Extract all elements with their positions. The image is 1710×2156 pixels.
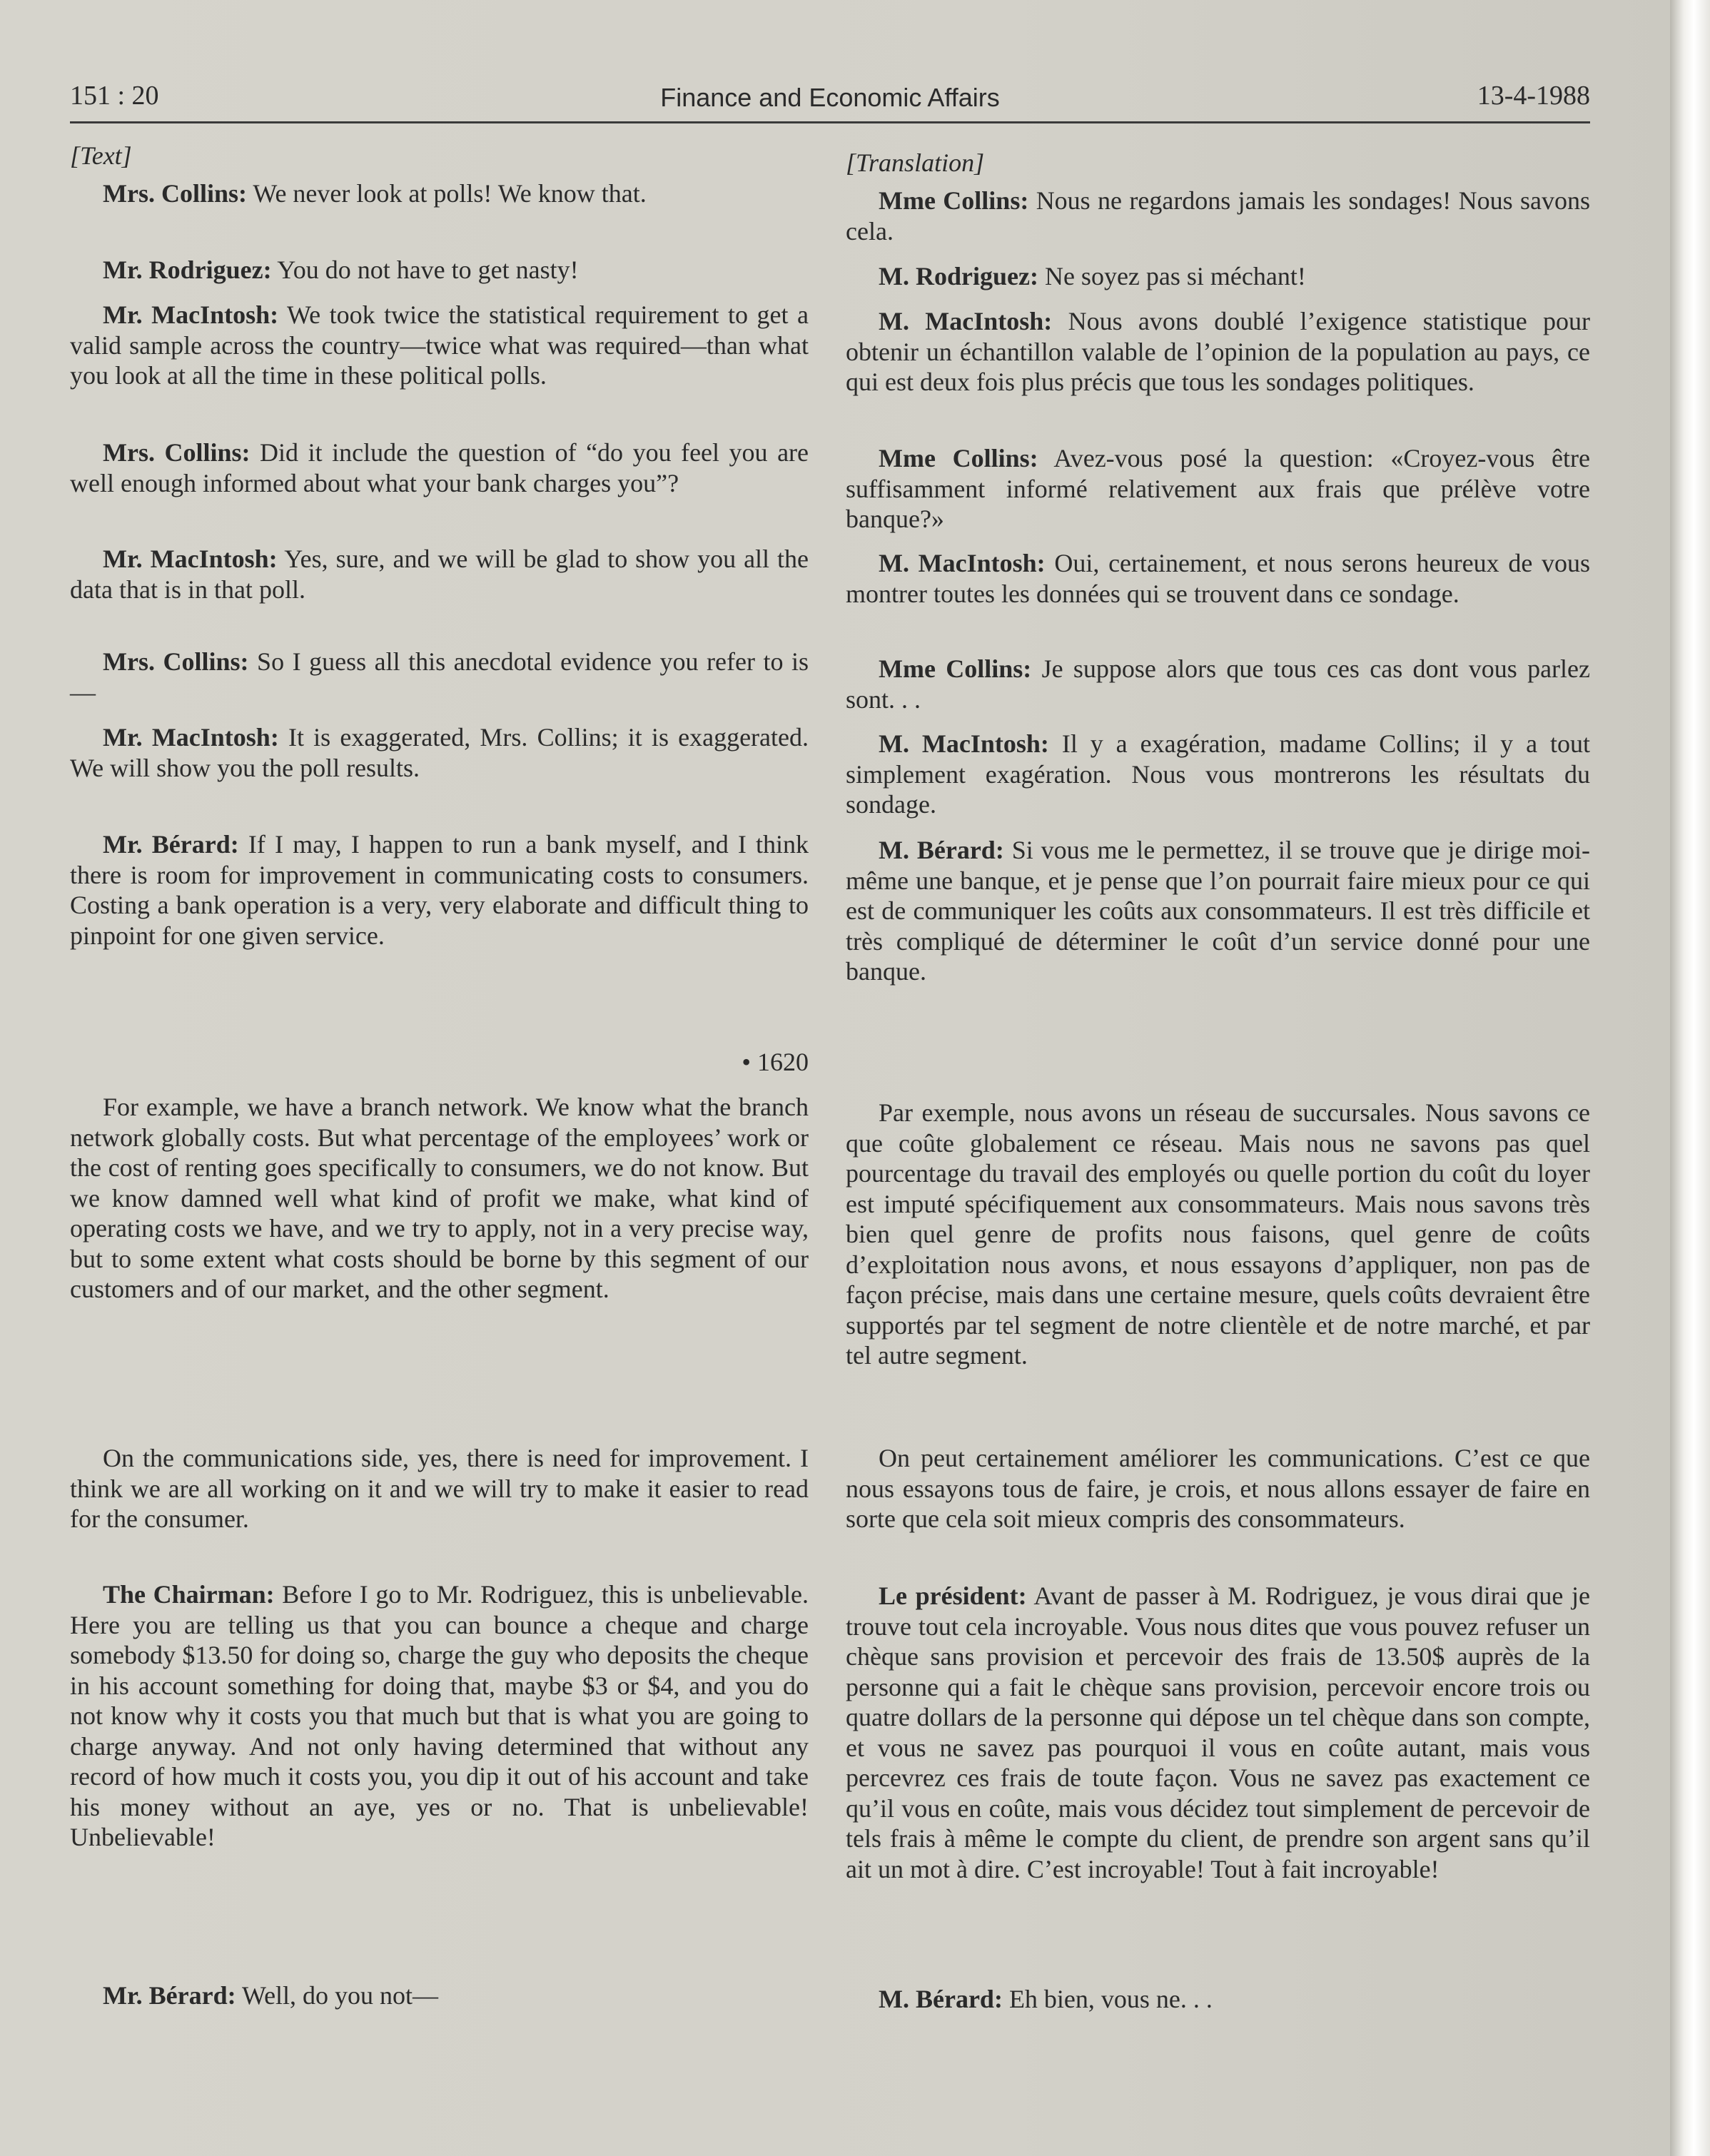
speaker: The Chairman: bbox=[103, 1580, 275, 1609]
speech: If I may, I happen to run a bank myself, and I think there is room for improvement in communicating costs to consumers. Costing a bank operation is a very, very elaborate and difficult thing to pinpoint for one given service. bbox=[70, 830, 809, 950]
speech: Si vous me le permettez, il se trouve que je dirige moi-même une banque, et je pense que l’on pourrait faire mieux pour ce qui est de communiquer les coûts aux consommateurs. Il est très difficile et très compliqué de déterminer le coût d’un service donné pour une banque. bbox=[846, 836, 1591, 986]
speech: Je suppose alors que tous ces cas dont vous parlez sont. . . bbox=[846, 654, 1591, 714]
speech: You do not have to get nasty! bbox=[277, 255, 579, 284]
column-label: [Text] bbox=[70, 141, 132, 170]
paragraph bbox=[70, 437, 809, 498]
speech: Well, do you not— bbox=[241, 1981, 439, 2010]
speaker: M. MacIntosh: bbox=[879, 549, 1046, 577]
paragraph bbox=[846, 1443, 1590, 1534]
paragraph bbox=[846, 729, 1590, 820]
speech: Did it include the question of “do you feel you are well enough informed about what your bank charges you”? bbox=[70, 438, 809, 497]
speech: Ne soyez pas si méchant! bbox=[1044, 262, 1306, 290]
page-number: 151 : 20 bbox=[70, 81, 159, 111]
column-label: [Translation] bbox=[846, 148, 985, 177]
speaker: Mme Collins: bbox=[879, 654, 1032, 683]
paragraph bbox=[846, 306, 1590, 398]
paragraph bbox=[70, 1579, 809, 1853]
speech: Oui, certainement, et nous serons heureux de vous montrer toutes les données qui se trouvent dans ce sondage. bbox=[846, 549, 1590, 608]
speech: On peut certainement améliorer les communications. C’est ce que nous essayons tous de faire, je crois, et nous allons essayer de faire en sorte que cela soit mieux compris des consommateurs. bbox=[846, 1444, 1590, 1533]
paragraph bbox=[70, 1443, 809, 1534]
speech: Before I go to Mr. Rodriguez, this is unbelievable. Here you are telling us that you can bounce a cheque and charge somebody $13.50 for doing so, charge the guy who deposits the cheque in his account something for doing that, maybe $3 or $4, and you do not know why it costs you that much but that is what you are going to charge anyway. And not only having determined that without any record of how much it costs you, you dip it out of his account and take his money without an aye, yes or no. That is unbelievable! Unbelievable! bbox=[70, 1580, 809, 1851]
speech: Avant de passer à M. Rodriguez, je vous dirai que je trouve tout cela incroyable. Vous nous dites que vous pouvez refuser un chèque sans provision et percevoir des frais de 13.50$ auprès de la personne qui a fait le chèque sans provision, percevoir encore trois ou quatre dollars de la personne qui dépose un tel chèque dans son compte, et vous ne savez pas pourquoi il vous en coûte autant, mais vous percevrez ces frais de toute façon. Vous ne savez pas exactement ce qu’il vous en coûte, mais vous décidez tout simplement de percevoir de tels frais à même le compte du client, de prendre son argent sans qu’il ait un mot à dire. C’est incroyable! Tout à fait incroyable! bbox=[846, 1581, 1590, 1883]
paragraph bbox=[70, 1092, 809, 1305]
speaker: Mr. MacIntosh: bbox=[103, 300, 279, 329]
paragraph bbox=[846, 261, 1590, 292]
page-edge bbox=[1670, 0, 1710, 2156]
time-stamp: • 1620 bbox=[742, 1048, 809, 1076]
speech: Avez-vous posé la question: «Croyez-vous être suffisamment informé relativement aux frais que prélève votre banque?» bbox=[846, 444, 1591, 533]
speech: Nous avons doublé l’exigence statistique pour obtenir un échantillon valable de l’opinion de la population au pays, ce qui est deux fois plus précis que tous les sondages politiques. bbox=[846, 307, 1591, 396]
speaker: Mr. Bérard: bbox=[103, 830, 239, 859]
speaker: Mme Collins: bbox=[879, 186, 1029, 215]
speech: Eh bien, vous ne. . . bbox=[1008, 1985, 1213, 2013]
speech: So I guess all this anecdotal evidence you refer to is— bbox=[70, 647, 809, 707]
header-rule bbox=[70, 121, 1590, 123]
speaker: Mrs. Collins: bbox=[103, 438, 251, 467]
speech: Nous ne regardons jamais les sondages! Nous savons cela. bbox=[846, 186, 1591, 246]
speech: On the communications side, yes, there is need for improvement. I think we are all working on it and we will try to make it easier to read for the consumer. bbox=[70, 1444, 809, 1533]
speech: Par exemple, nous avons un réseau de succursales. Nous savons ce que coûte globalement ce réseau. Mais nous ne savons pas quel pourcentage du travail des employés ou quelle portion du coût du loyer est imputé spécifiquement aux consommateurs. Mais nous savons très bien quel genre de profits nous faisons, quel genre de coûts d’exploitation nous avons, et nous essayons d’appliquer, non pas de façon précise, mais dans une certaine mesure, quels coûts devraient être supportés par tel segment de notre clientèle et de notre marché, et par tel autre segment. bbox=[846, 1098, 1590, 1370]
speaker: M. MacIntosh: bbox=[879, 307, 1053, 335]
speaker: M. Bérard: bbox=[879, 836, 1004, 864]
speaker: Mr. MacIntosh: bbox=[103, 723, 279, 751]
paragraph bbox=[70, 178, 809, 209]
speaker: M. MacIntosh: bbox=[879, 729, 1049, 758]
paragraph bbox=[846, 654, 1590, 714]
paragraph bbox=[846, 1581, 1590, 1884]
header-title: Finance and Economic Affairs bbox=[660, 83, 1000, 112]
speaker: Mrs. Collins: bbox=[103, 647, 249, 676]
paragraph bbox=[846, 548, 1590, 609]
speech: Yes, sure, and we will be glad to show you all the data that is in that poll. bbox=[70, 545, 809, 604]
paragraph bbox=[70, 255, 809, 285]
running-header bbox=[70, 80, 1590, 123]
speaker: Mr. Rodriguez: bbox=[103, 255, 272, 284]
paragraph bbox=[70, 829, 809, 951]
speaker: Mme Collins: bbox=[879, 444, 1038, 472]
paragraph bbox=[70, 1980, 809, 2011]
speech: It is exaggerated, Mrs. Collins; it is exaggerated. We will show you the poll results. bbox=[70, 723, 809, 782]
speech: We took twice the statistical requirement to get a valid sample across the country—twice what was required—than what you look at all the time in these political polls. bbox=[70, 300, 809, 390]
header-date: 13-4-1988 bbox=[1477, 81, 1590, 111]
paragraph bbox=[846, 1098, 1590, 1371]
paragraph bbox=[70, 300, 809, 391]
speech: For example, we have a branch network. We know what the branch network globally costs. But what percentage of the employees’ work or the cost of renting goes specifically to consumers, we do not know. But we know damned well what kind of profit we make, what kind of operating costs we have, and we try to apply, not in a very precise way, but to some extent what costs should be borne by this segment of our customers and of our market, and the other segment. bbox=[70, 1093, 809, 1303]
speech: We never look at polls! We know that. bbox=[253, 179, 647, 208]
paragraph bbox=[70, 544, 809, 604]
speaker: M. Bérard: bbox=[879, 1985, 1003, 2013]
speech: Il y a exagération, madame Collins; il y a tout simplement exagération. Nous vous montrerons les résultats du sondage. bbox=[846, 729, 1590, 819]
speaker: M. Rodriguez: bbox=[879, 262, 1038, 290]
paragraph bbox=[70, 647, 809, 707]
paragraph bbox=[846, 186, 1590, 246]
paragraph bbox=[70, 722, 809, 783]
paragraph bbox=[846, 1984, 1590, 2015]
speaker: Mrs. Collins: bbox=[103, 179, 247, 208]
paragraph bbox=[846, 443, 1590, 535]
speaker: Mr. MacIntosh: bbox=[103, 545, 278, 573]
speaker: Mr. Bérard: bbox=[103, 1981, 236, 2010]
speaker: Le président: bbox=[879, 1581, 1027, 1610]
paragraph bbox=[846, 835, 1590, 987]
